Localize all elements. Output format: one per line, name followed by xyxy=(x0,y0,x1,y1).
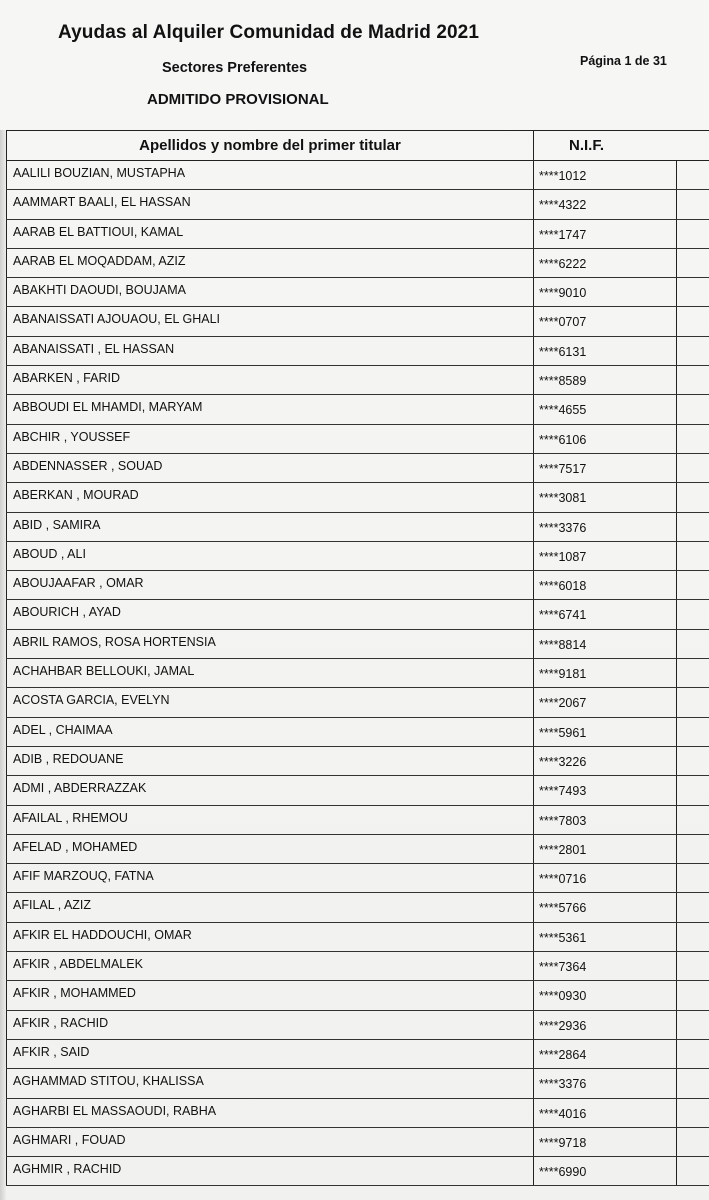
applicant-name: ACOSTA GARCIA, EVELYN xyxy=(6,688,534,716)
applicant-name: AARAB EL BATTIOUI, KAMAL xyxy=(6,220,534,248)
applicant-name: ADIB , REDOUANE xyxy=(6,747,534,775)
table-row xyxy=(6,776,709,805)
table-header xyxy=(6,131,709,161)
table-row xyxy=(6,952,709,981)
applicant-name: AAMMART BAALI, EL HASSAN xyxy=(6,190,534,218)
table-row xyxy=(6,1099,709,1128)
applicant-nif: ****6018 xyxy=(534,571,677,599)
table-row xyxy=(6,161,709,190)
applicant-name: AFKIR , SAID xyxy=(6,1040,534,1068)
table-row xyxy=(6,718,709,747)
applicant-name: AGHMARI , FOUAD xyxy=(6,1128,534,1156)
applicant-nif: ****6990 xyxy=(534,1157,677,1185)
table-row xyxy=(6,1011,709,1040)
header-nif: N.I.F. xyxy=(568,137,604,154)
applicant-nif: ****9181 xyxy=(534,659,677,687)
applicant-name: AGHAMMAD STITOU, KHALISSA xyxy=(6,1069,534,1097)
applicant-nif: ****1012 xyxy=(534,161,677,189)
applicant-name: ABCHIR , YOUSSEF xyxy=(6,425,534,453)
table-row xyxy=(6,542,709,571)
applicant-nif: ****6131 xyxy=(534,337,677,365)
applicant-nif: ****2936 xyxy=(534,1011,677,1039)
applicant-name: AALILI BOUZIAN, MUSTAPHA xyxy=(6,161,534,189)
applicant-nif: ****7493 xyxy=(534,776,677,804)
table-row xyxy=(6,981,709,1010)
applicant-nif: ****0716 xyxy=(534,864,677,892)
table-row xyxy=(6,630,709,659)
applicant-nif: ****6222 xyxy=(534,249,677,277)
applicant-name: AFKIR , MOHAMMED xyxy=(6,981,534,1009)
applicant-nif: ****4322 xyxy=(534,190,677,218)
table-row xyxy=(6,278,709,307)
header-name: Apellidos y nombre del primer titular xyxy=(6,131,534,160)
applicant-nif: ****7803 xyxy=(534,806,677,834)
table-row xyxy=(6,1128,709,1157)
table-row xyxy=(6,1040,709,1069)
table-row xyxy=(6,220,709,249)
applicant-name: ABANAISSATI , EL HASSAN xyxy=(6,337,534,365)
table-row xyxy=(6,893,709,922)
applicant-name: ABERKAN , MOURAD xyxy=(6,483,534,511)
table-row xyxy=(6,454,709,483)
applicant-nif: ****1747 xyxy=(534,220,677,248)
applicant-name: AGHMIR , RACHID xyxy=(6,1157,534,1185)
applicant-nif: ****0930 xyxy=(534,981,677,1009)
applicant-nif: ****3376 xyxy=(534,1069,677,1097)
applicant-name: ACHAHBAR BELLOUKI, JAMAL xyxy=(6,659,534,687)
applicant-name: ABOUJAAFAR , OMAR xyxy=(6,571,534,599)
table-row xyxy=(6,923,709,952)
table-row xyxy=(6,688,709,717)
applicant-nif: ****4655 xyxy=(534,395,677,423)
applicant-nif: ****3081 xyxy=(534,483,677,511)
applicant-name: ABOUD , ALI xyxy=(6,542,534,570)
table-body xyxy=(6,161,709,1186)
applicant-name: ABANAISSATI AJOUAOU, EL GHALI xyxy=(6,307,534,335)
applicant-nif: ****5766 xyxy=(534,893,677,921)
applicant-nif: ****9718 xyxy=(534,1128,677,1156)
table-row xyxy=(6,659,709,688)
applicant-nif: ****9010 xyxy=(534,278,677,306)
applicant-nif: ****8814 xyxy=(534,630,677,658)
document-title: Ayudas al Alquiler Comunidad de Madrid 2021 xyxy=(58,22,479,43)
applicant-nif: ****6106 xyxy=(534,425,677,453)
applicant-name: AGHARBI EL MASSAOUDI, RABHA xyxy=(6,1099,534,1127)
applicant-nif: ****1087 xyxy=(534,542,677,570)
table-row xyxy=(6,600,709,629)
applicant-name: ADMI , ABDERRAZZAK xyxy=(6,776,534,804)
applicant-name: AFAILAL , RHEMOU xyxy=(6,806,534,834)
applicant-name: ABOURICH , AYAD xyxy=(6,600,534,628)
table-row xyxy=(6,806,709,835)
applicant-name: ABARKEN , FARID xyxy=(6,366,534,394)
applicant-name: AARAB EL MOQADDAM, AZIZ xyxy=(6,249,534,277)
table-row xyxy=(6,513,709,542)
applicant-nif: ****5361 xyxy=(534,923,677,951)
applicant-nif: ****0707 xyxy=(534,307,677,335)
applicants-table xyxy=(6,130,709,1186)
applicant-name: AFKIR , RACHID xyxy=(6,1011,534,1039)
table-row xyxy=(6,395,709,424)
applicant-name: ABBOUDI EL MHAMDI, MARYAM xyxy=(6,395,534,423)
applicant-nif: ****3376 xyxy=(534,513,677,541)
table-row xyxy=(6,483,709,512)
document-status: ADMITIDO PROVISIONAL xyxy=(147,91,329,108)
table-row xyxy=(6,307,709,336)
applicant-name: ABAKHTI DAOUDI, BOUJAMA xyxy=(6,278,534,306)
table-row xyxy=(6,835,709,864)
applicant-name: ABDENNASSER , SOUAD xyxy=(6,454,534,482)
table-row xyxy=(6,1069,709,1098)
applicant-nif: ****8589 xyxy=(534,366,677,394)
table-row xyxy=(6,747,709,776)
applicant-name: AFILAL , AZIZ xyxy=(6,893,534,921)
table-row xyxy=(6,864,709,893)
applicant-nif: ****5961 xyxy=(534,718,677,746)
page-number: Página 1 de 31 xyxy=(580,54,667,68)
document-subtitle: Sectores Preferentes xyxy=(162,60,308,76)
applicant-nif: ****3226 xyxy=(534,747,677,775)
applicant-name: ABID , SAMIRA xyxy=(6,513,534,541)
applicant-nif: ****7517 xyxy=(534,454,677,482)
applicant-name: AFELAD , MOHAMED xyxy=(6,835,534,863)
applicant-name: ADEL , CHAIMAA xyxy=(6,718,534,746)
applicant-name: AFIF MARZOUQ, FATNA xyxy=(6,864,534,892)
applicant-name: ABRIL RAMOS, ROSA HORTENSIA xyxy=(6,630,534,658)
applicant-name: AFKIR EL HADDOUCHI, OMAR xyxy=(6,923,534,951)
applicant-nif: ****2864 xyxy=(534,1040,677,1068)
table-row xyxy=(6,425,709,454)
table-row xyxy=(6,571,709,600)
applicant-nif: ****2067 xyxy=(534,688,677,716)
table-row xyxy=(6,1157,709,1186)
table-row xyxy=(6,249,709,278)
applicant-nif: ****2801 xyxy=(534,835,677,863)
table-row xyxy=(6,190,709,219)
applicant-nif: ****6741 xyxy=(534,600,677,628)
table-row xyxy=(6,337,709,366)
applicant-name: AFKIR , ABDELMALEK xyxy=(6,952,534,980)
applicant-nif: ****7364 xyxy=(534,952,677,980)
applicant-nif: ****4016 xyxy=(534,1099,677,1127)
table-row xyxy=(6,366,709,395)
